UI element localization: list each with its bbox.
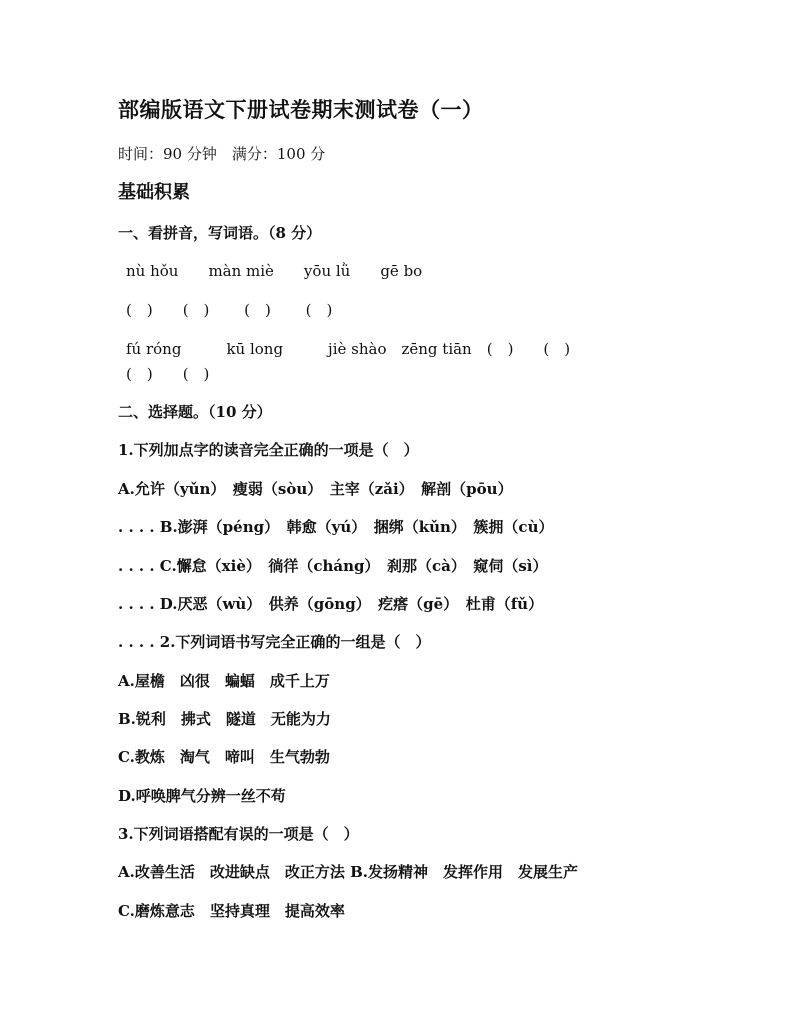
question-2-3-options-a-b: A.改善生活 改进缺点 改正方法 B.发扬精神 发挥作用 发展生产 <box>118 863 578 881</box>
question-2-2-stem: . . . . 2.下列词语书写完全正确的一组是（ ） <box>118 633 431 651</box>
pinyin-row-2: fú róng kū long jiè shào zēng tiān ( ) ( ) <box>126 340 571 358</box>
question-1-heading: 一、看拼音，写词语。（8 分） <box>118 224 322 242</box>
question-2-2-option-a: A.屋檐 凶很 蝙蝠 成千上万 <box>118 672 330 690</box>
question-2-1-option-a: A.允许（yǔn） 瘦弱（sòu） 主宰（zǎi） 解剖（pōu） <box>118 480 513 498</box>
exam-time-info: 时间：90 分钟 满分：100 分 <box>118 145 326 163</box>
question-2-1-option-d: . . . . D.厌恶（wù） 供养（gōng） 疙瘩（gē） 杜甫（fǔ） <box>118 595 544 613</box>
question-2-2-option-b: B.锐利 拂式 隧道 无能为力 <box>118 710 331 728</box>
question-2-2-option-d: D.呼唤脾气分辨一丝不苟 <box>118 787 286 805</box>
pinyin-row-1: nù hǒu màn miè yōu lǜ gē bo <box>126 262 423 280</box>
question-2-1-option-b: . . . . B.澎湃（péng） 韩愈（yú） 捆绑（kǔn） 簇拥（cù） <box>118 518 554 536</box>
question-2-1-stem: 1.下列加点字的读音完全正确的一项是（ ） <box>118 441 419 459</box>
answer-blanks-row-2: ( ) ( ) <box>126 365 210 383</box>
page-title: 部编版语文下册试卷期末测试卷（一） <box>118 97 484 122</box>
section-heading-basic: 基础积累 <box>118 182 190 203</box>
question-2-heading: 二、选择题。（10 分） <box>118 403 272 421</box>
question-2-2-option-c: C.教炼 淘气 啼叫 生气勃勃 <box>118 748 330 766</box>
question-2-1-option-c: . . . . C.懈怠（xiè） 徜徉（cháng） 刹那（cà） 窥伺（sì） <box>118 557 548 575</box>
answer-blanks-row-1: ( ) ( ) ( ) ( ) <box>126 301 333 319</box>
question-2-3-option-c: C.磨炼意志 坚持真理 提高效率 <box>118 902 345 920</box>
question-2-3-stem: 3.下列词语搭配有误的一项是（ ） <box>118 825 359 843</box>
